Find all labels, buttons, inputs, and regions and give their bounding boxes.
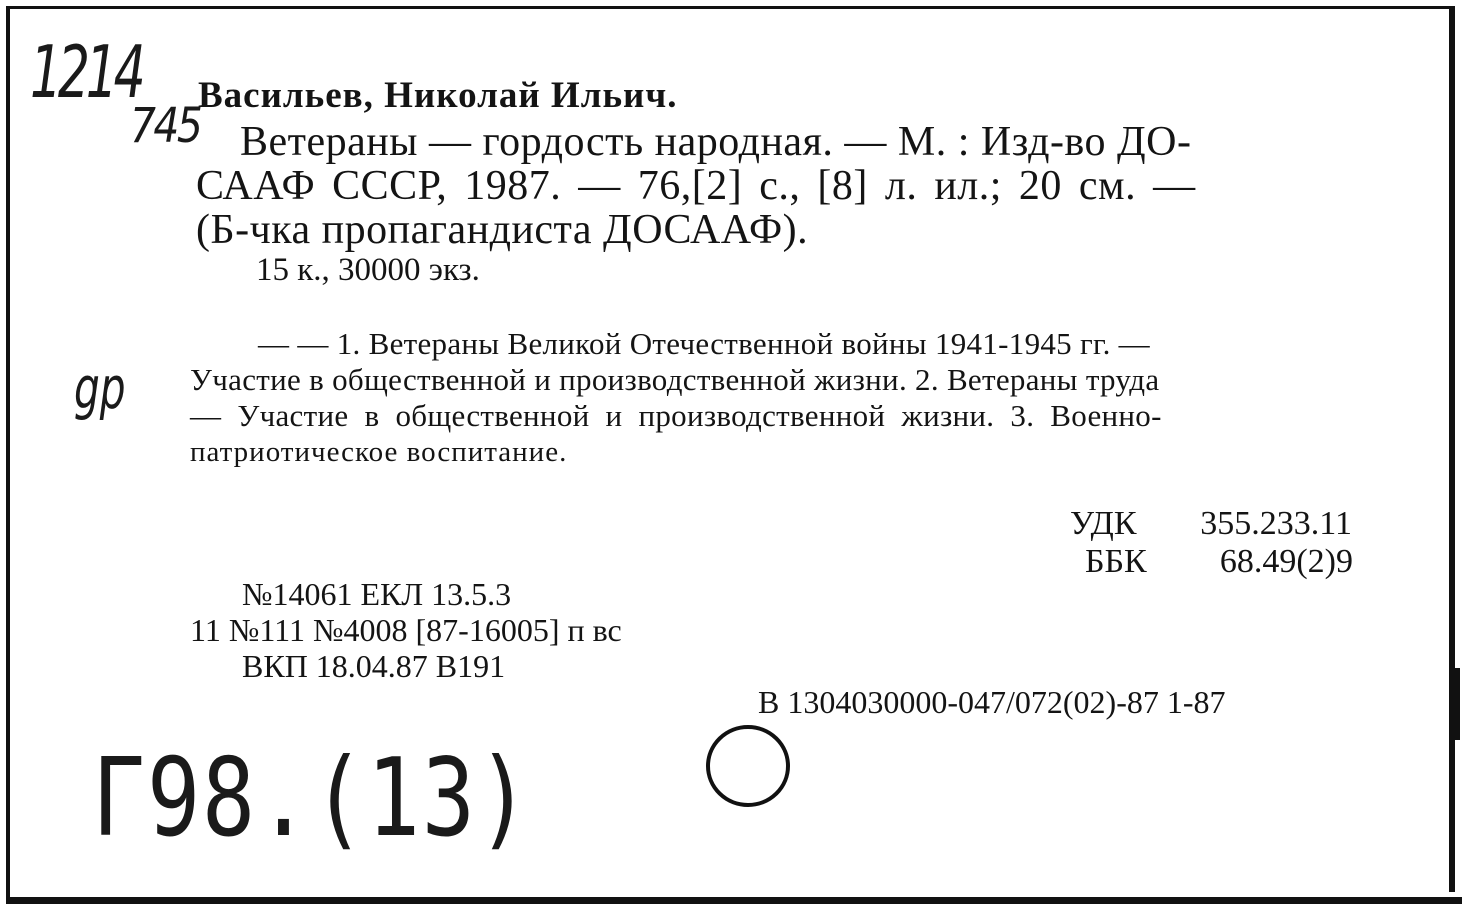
record-line-2: 11 №111 №4008 [87-16005] п вс: [190, 612, 622, 648]
udk-value: 355.233.11: [1200, 505, 1352, 542]
subject-line-3: — Участие в общественной и производственной жизни. 3. Военно-: [190, 398, 1162, 433]
circle-mark-icon: [706, 724, 790, 808]
card-border-top: [6, 6, 1452, 9]
handwritten-mark: gp: [74, 354, 126, 422]
card-border-right-mark: [1452, 668, 1460, 740]
subject-line-2: Участие в общественной и производственной жизни. 2. Ветераны труда: [190, 362, 1160, 397]
handwritten-shelf-mark: Г98.(13): [92, 736, 532, 861]
udk-label: УДК: [1070, 505, 1137, 542]
udk-classification: [1070, 505, 1352, 543]
title-line-3: (Б-чка пропагандиста ДОСААФ).: [196, 207, 809, 253]
card-border-left: [6, 6, 10, 900]
card-border-bottom: [6, 897, 1462, 904]
handwritten-call-number: 1214: [30, 30, 142, 114]
bbk-label: ББК: [1085, 543, 1147, 580]
subject-line-1: — — 1. Ветераны Великой Отечественной войны 1941-1945 гг. —: [258, 326, 1150, 361]
author-heading: Васильев, Николай Ильич.: [198, 75, 678, 116]
publication-code: В 1304030000-047/072(02)-87 1-87: [758, 684, 1226, 720]
bbk-classification: [1085, 543, 1353, 581]
price-and-print-run: 15 к., 30000 экз.: [256, 252, 480, 288]
subject-line-4: патриотическое воспитание.: [190, 436, 568, 468]
card-border-right: [1449, 6, 1455, 892]
record-line-3: ВКП 18.04.87 В191: [242, 648, 506, 684]
handwritten-sub-number: 745: [130, 98, 201, 154]
record-line-1: №14061 ЕКЛ 13.5.3: [242, 576, 512, 612]
title-line-1: Ветераны — гордость народная. — М. : Изд-во ДО-: [240, 119, 1192, 165]
title-line-2: СААФ СССР, 1987. — 76,[2] с., [8] л. ил.; 20 см. —: [196, 163, 1196, 209]
bbk-value: 68.49(2)9: [1219, 543, 1353, 580]
